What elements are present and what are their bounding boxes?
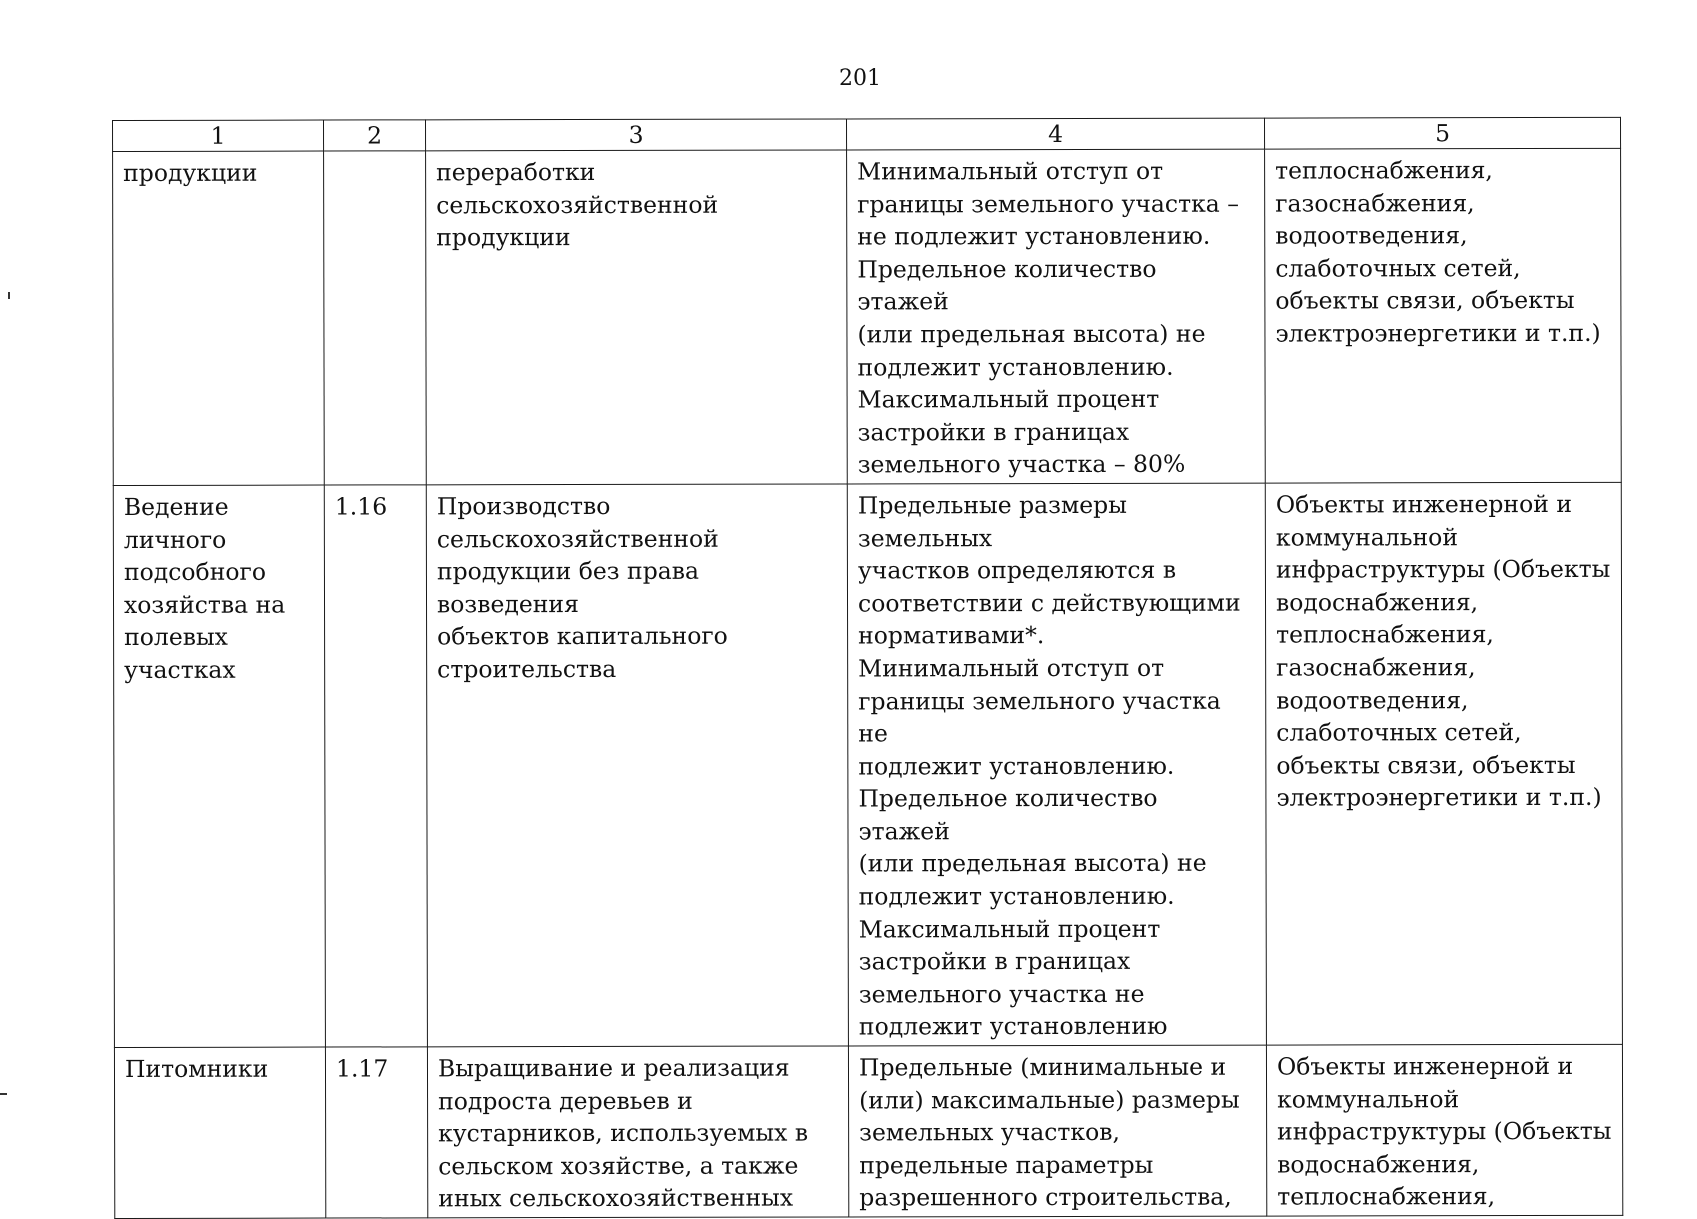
use-description: Производство сельскохозяйственной продукции без права возведения объектов капитального строительства <box>437 489 837 685</box>
use-code: 1.16 <box>335 490 416 523</box>
table-cell <box>324 151 427 485</box>
building-parameters: Минимальный отступ от границы земельного участка – не подлежит установлению. Предельное количество этажей (или предельная высота) не подлежит установлению. Максимальный процент застройки в границах земельного участка – 80% <box>857 155 1255 482</box>
use-type-name: Питомники <box>125 1053 315 1086</box>
margin-dash <box>0 1093 7 1095</box>
table-cell <box>113 485 325 1048</box>
table-cell <box>848 1045 1266 1217</box>
margin-tick <box>8 292 10 299</box>
use-description: переработки сельскохозяйственной продукции <box>436 155 836 254</box>
building-parameters: Предельные размеры земельных участков определяются в соответствии с действующими нормативами*. Минимальный отступ от границы земельного участка не подлежит установлению. Предельное количество этажей (или предельная высота) не подлежит установлению. Максимальный процент застройки в границах земельного участка не подлежит установлению <box>858 489 1256 1044</box>
table-row <box>114 1044 1622 1218</box>
page-number: 201 <box>0 66 1697 91</box>
auxiliary-uses: Объекты инженерной и коммунальной инфраструктуры (Объекты водоснабжения, теплоснабжения, газоснабжения, водоотведения, слаботочных сетей, объекты связи, объекты электроэнергетики и т.п.) <box>1276 488 1612 815</box>
column-header: 5 <box>1264 117 1620 149</box>
table-cell <box>1265 482 1622 1045</box>
table-cell <box>325 1047 427 1218</box>
column-header: 1 <box>113 120 324 151</box>
table-cell <box>847 149 1266 484</box>
column-header: 4 <box>846 118 1264 150</box>
table-header-row <box>113 117 1621 151</box>
table-row <box>113 148 1622 485</box>
column-header: 2 <box>324 120 426 151</box>
table-cell <box>1266 1044 1622 1216</box>
use-description: Выращивание и реализация подроста деревьев и кустарников, используемых в сельском хозяйстве, а также иных сельскохозяйственных <box>438 1052 838 1216</box>
building-parameters: Предельные (минимальные и (или) максимальные) размеры земельных участков, предельные параметры разрешенного строительства, <box>859 1051 1256 1215</box>
auxiliary-uses: Объекты инженерной и коммунальной инфраструктуры (Объекты водоснабжения, теплоснабжения, <box>1277 1050 1612 1214</box>
table-cell <box>426 484 848 1047</box>
table-cell <box>114 1047 325 1218</box>
auxiliary-uses: теплоснабжения, газоснабжения, водоотведения, слаботочных сетей, объекты связи, объекты электроэнергетики и т.п.) <box>1275 154 1610 350</box>
table-cell <box>113 151 325 485</box>
use-type-name: продукции <box>123 157 313 190</box>
table-cell <box>1265 148 1622 483</box>
column-header: 3 <box>426 119 847 151</box>
table-cell <box>426 150 848 485</box>
use-code: 1.17 <box>336 1052 417 1085</box>
zoning-table <box>112 117 1623 1219</box>
table-cell <box>427 1046 848 1218</box>
use-type-name: Ведение личного подсобного хозяйства на полевых участках <box>124 491 314 687</box>
table-cell <box>847 483 1266 1046</box>
table-cell <box>324 485 427 1047</box>
table-row <box>113 482 1622 1047</box>
